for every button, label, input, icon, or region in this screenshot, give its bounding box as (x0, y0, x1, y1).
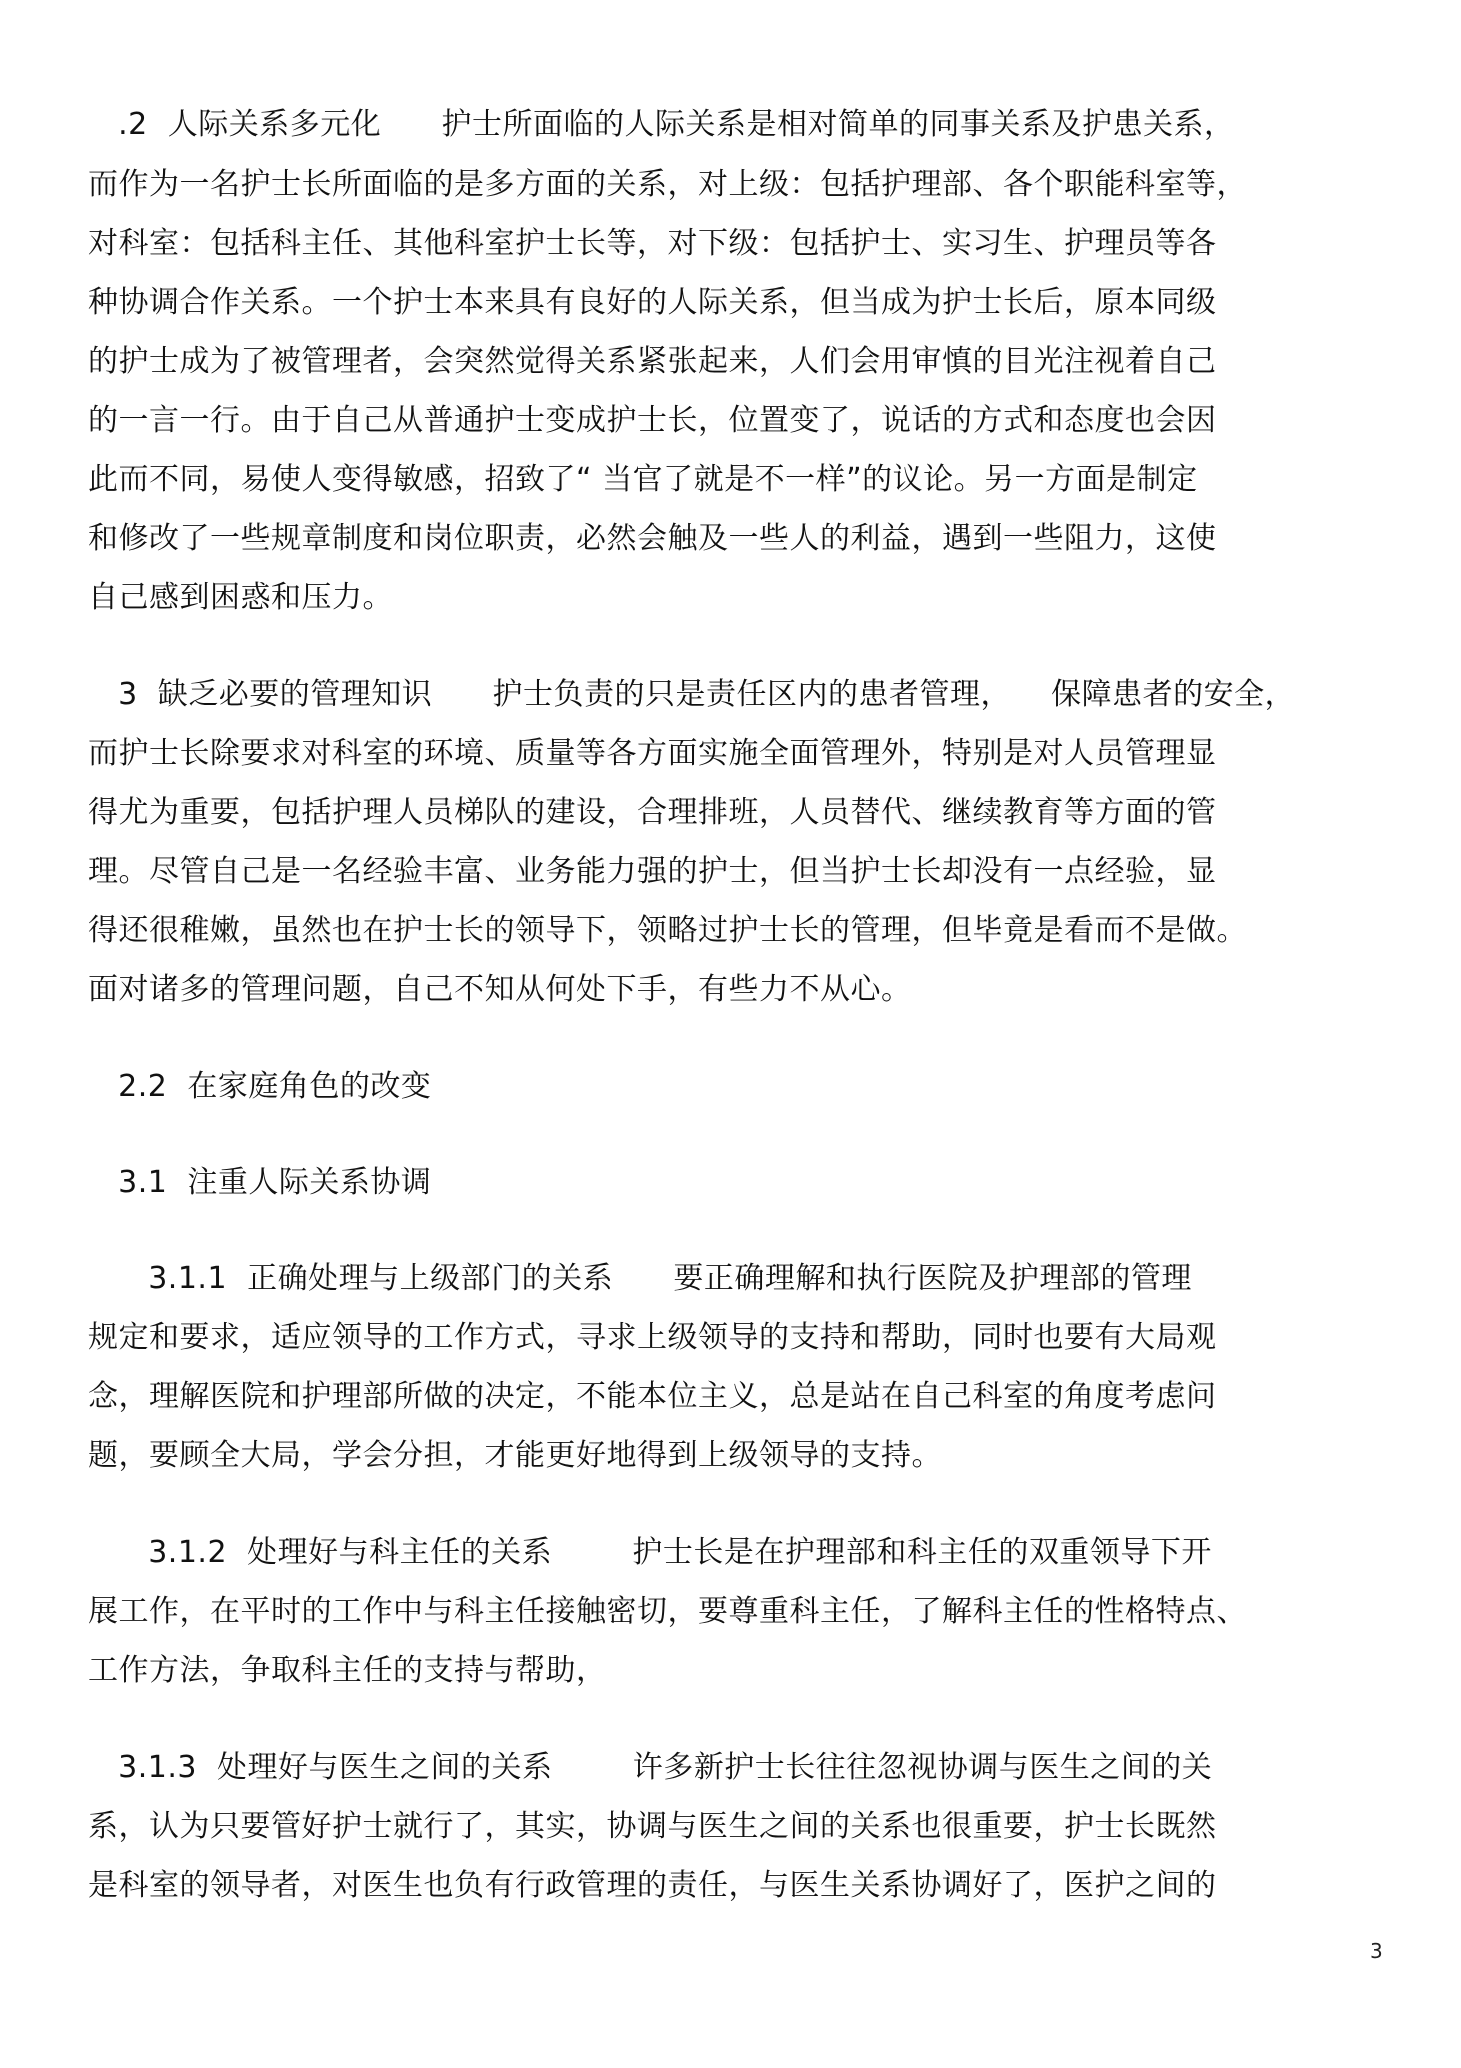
text-line: 系，认为只要管好护士就行了，其实，协调与医生之间的关系也很重要，护士长既然 (88, 1809, 1217, 1844)
text-line: 是科室的领导者，对医生也负有行政管理的责任，与医生关系协调好了，医护之间的 (88, 1868, 1217, 1903)
section-heading: 2.2 在家庭角色的改变 (88, 1069, 432, 1104)
text-line: 展工作，在平时的工作中与科主任接触密切，要尊重科主任，了解科主任的性格特点、 (88, 1594, 1247, 1629)
text-line: 和修改了一些规章制度和岗位职责，必然会触及一些人的利益，遇到一些阻力，这使 (88, 521, 1217, 556)
page-number: 3 (1370, 1939, 1383, 1963)
section-heading: 3.1 注重人际关系协调 (88, 1165, 432, 1200)
text-line: 此而不同，易使人变得敏感，招致了“ 当官了就是不一样”的议论。另一方面是制定 (88, 462, 1198, 497)
text-line: 题，要顾全大局，学会分担，才能更好地得到上级领导的支持。 (88, 1438, 942, 1473)
text-line: 3.1.2 处理好与科主任的关系 护士长是在护理部和科主任的双重领导下开 (88, 1535, 1212, 1570)
text-line: 而护士长除要求对科室的环境、质量等各方面实施全面管理外，特别是对人员管理显 (88, 736, 1217, 771)
text-line: 念，理解医院和护理部所做的决定，不能本位主义，总是站在自己科室的角度考虑问 (88, 1379, 1217, 1414)
text-line: 的护士成为了被管理者，会突然觉得关系紧张起来，人们会用审慎的目光注视着自己 (88, 344, 1217, 379)
text-line: 规定和要求，适应领导的工作方式，寻求上级领导的支持和帮助，同时也要有大局观 (88, 1320, 1217, 1355)
text-line: .2 人际关系多元化 护士所面临的人际关系是相对简单的同事关系及护患关系， (88, 107, 1235, 142)
text-line: 得还很稚嫩，虽然也在护士长的领导下，领略过护士长的管理，但毕竟是看而不是做。 (88, 913, 1247, 948)
text-line: 工作方法，争取科主任的支持与帮助， (88, 1653, 607, 1688)
text-line: 自己感到困惑和压力。 (88, 580, 393, 615)
text-line: 3.1.3 处理好与医生之间的关系 许多新护士长往往忽视协调与医生之间的关 (88, 1750, 1213, 1785)
text-line: 对科室：包括科主任、其他科室护士长等，对下级：包括护士、实习生、护理员等各 (88, 226, 1217, 261)
text-line: 3.1.1 正确处理与上级部门的关系 要正确理解和执行医院及护理部的管理 (88, 1261, 1192, 1296)
text-line: 种协调合作关系。一个护士本来具有良好的人际关系，但当成为护士长后，原本同级 (88, 285, 1217, 320)
text-line: 3 缺乏必要的管理知识 护士负责的只是责任区内的患者管理， 保障患者的安全， (88, 677, 1296, 712)
text-line: 理。尽管自己是一名经验丰富、业务能力强的护士，但当护士长却没有一点经验，显 (88, 854, 1217, 889)
text-line: 的一言一行。由于自己从普通护士变成护士长，位置变了，说话的方式和态度也会因 (88, 403, 1217, 438)
text-line: 而作为一名护士长所面临的是多方面的关系，对上级：包括护理部、各个职能科室等， (88, 167, 1247, 202)
text-line: 面对诸多的管理问题，自己不知从何处下手，有些力不从心。 (88, 972, 912, 1007)
text-line: 得尤为重要，包括护理人员梯队的建设，合理排班，人员替代、继续教育等方面的管 (88, 795, 1217, 830)
